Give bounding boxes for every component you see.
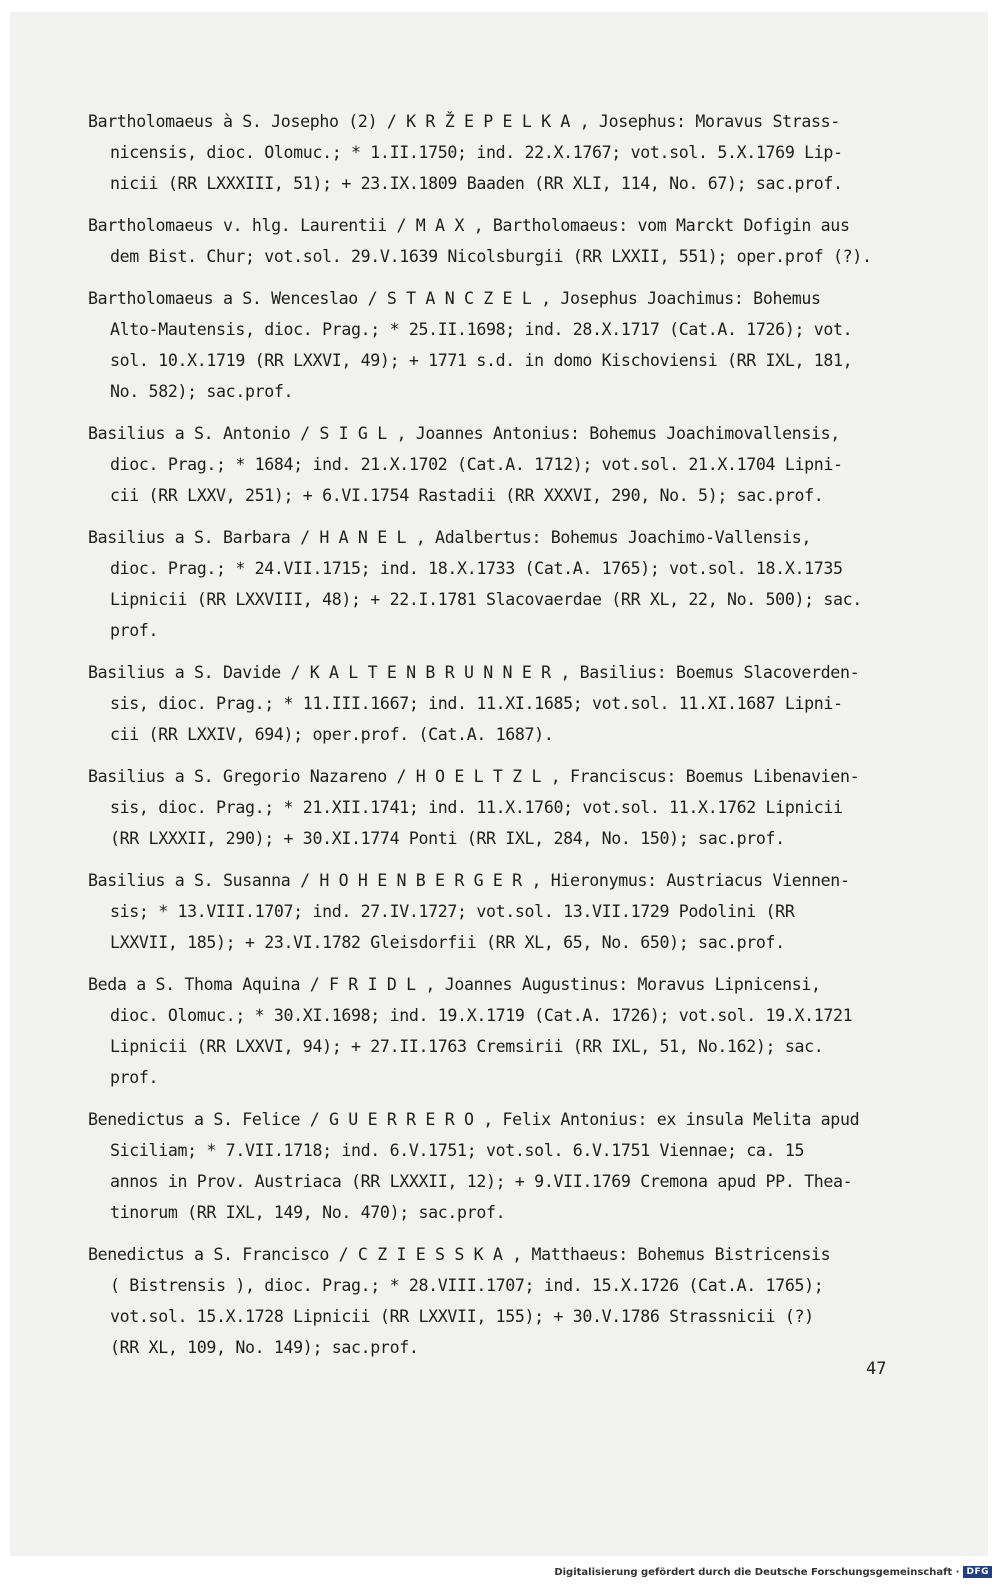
entry-line: dioc. Prag.; * 24.VII.1715; ind. 18.X.1733 (Cat.A. 1765); vot.sol. 18.X.1735 (110, 559, 843, 578)
entry-line: annos in Prov. Austriaca (RR LXXXII, 12); + 9.VII.1769 Cremona apud PP. Thea- (110, 1172, 853, 1191)
entry-line: Lipnicii (RR LXXVIII, 48); + 22.I.1781 Slacovaerdae (RR XL, 22, No. 500); sac. (110, 590, 862, 609)
register-entry (88, 1104, 923, 1228)
entry-line: cii (RR LXXIV, 694); oper.prof. (Cat.A. 1687). (110, 725, 554, 744)
entry-line: Basilius a S. Susanna / H O H E N B E R G E R , Hieronymus: Austriacus Viennen- (88, 871, 850, 890)
entry-line: Beda a S. Thoma Aquina / F R I D L , Joannes Augustinus: Moravus Lipnicensi, (88, 975, 821, 994)
entry-line: dem Bist. Chur; vot.sol. 29.V.1639 Nicolsburgii (RR LXXII, 551); oper.prof (?). (110, 247, 872, 266)
entry-line: Lipnicii (RR LXXVI, 94); + 27.II.1763 Cremsirii (RR IXL, 51, No.162); sac. (110, 1037, 824, 1056)
entry-line: dioc. Prag.; * 1684; ind. 21.X.1702 (Cat.A. 1712); vot.sol. 21.X.1704 Lipni- (110, 455, 843, 474)
register-entry (88, 1239, 923, 1363)
entry-line: ( Bistrensis ), dioc. Prag.; * 28.VIII.1707; ind. 15.X.1726 (Cat.A. 1765); (110, 1276, 824, 1295)
page-number: 47 (866, 1359, 887, 1379)
funding-footer (554, 1563, 992, 1581)
entry-line: sis; * 13.VIII.1707; ind. 27.IV.1727; vot.sol. 13.VII.1729 Podolini (RR (110, 902, 795, 921)
entry-line: Basilius a S. Barbara / H A N E L , Adalbertus: Bohemus Joachimo-Vallensis, (88, 528, 812, 547)
entry-line: prof. (110, 1068, 159, 1087)
entry-line: (RR XL, 109, No. 149); sac.prof. (110, 1338, 419, 1357)
entry-line: Alto-Mautensis, dioc. Prag.; * 25.II.1698; ind. 28.X.1717 (Cat.A. 1726); vot. (110, 320, 853, 339)
register-entry (88, 761, 923, 854)
entry-line: sis, dioc. Prag.; * 21.XII.1741; ind. 11.X.1760; vot.sol. 11.X.1762 Lipnicii (110, 798, 843, 817)
entry-line: Siciliam; * 7.VII.1718; ind. 6.V.1751; vot.sol. 6.V.1751 Viennae; ca. 15 (110, 1141, 805, 1160)
entry-line: Bartholomaeus à S. Josepho (2) / K R Ž E P E L K A , Josephus: Moravus Strass- (88, 112, 840, 131)
entry-line: LXXVII, 185); + 23.VI.1782 Gleisdorfii (RR XL, 65, No. 650); sac.prof. (110, 933, 785, 952)
register-entry (88, 106, 923, 199)
entry-line: Basilius a S. Gregorio Nazareno / H O E L T Z L , Franciscus: Boemus Libenavien- (88, 767, 860, 786)
entry-line: dioc. Olomuc.; * 30.XI.1698; ind. 19.X.1719 (Cat.A. 1726); vot.sol. 19.X.1721 (110, 1006, 853, 1025)
entry-line: nicii (RR LXXXIII, 51); + 23.IX.1809 Baaden (RR XLI, 114, No. 67); sac.prof. (110, 174, 843, 193)
entry-line: nicensis, dioc. Olomuc.; * 1.II.1750; ind. 22.X.1767; vot.sol. 5.X.1769 Lip- (110, 143, 843, 162)
register-entry (88, 210, 923, 272)
register-entry (88, 969, 923, 1093)
scanned-page (10, 12, 988, 1556)
entry-line: prof. (110, 621, 159, 640)
register-entries (88, 106, 923, 1374)
entry-line: sis, dioc. Prag.; * 11.III.1667; ind. 11.XI.1685; vot.sol. 11.XI.1687 Lipni- (110, 694, 843, 713)
register-entry (88, 865, 923, 958)
dfg-logo-icon: DFG (963, 1566, 992, 1578)
entry-line: tinorum (RR IXL, 149, No. 470); sac.prof. (110, 1203, 506, 1222)
entry-line: cii (RR LXXV, 251); + 6.VI.1754 Rastadii (RR XXXVI, 290, No. 5); sac.prof. (110, 486, 824, 505)
register-entry (88, 657, 923, 750)
footer-text: Digitalisierung gefördert durch die Deutsche Forschungsgemeinschaft · (554, 1566, 960, 1578)
entry-line: sol. 10.X.1719 (RR LXXVI, 49); + 1771 s.d. in domo Kischoviensi (RR IXL, 181, (110, 351, 853, 370)
entry-line: No. 582); sac.prof. (110, 382, 294, 401)
register-entry (88, 418, 923, 511)
entry-line: (RR LXXXII, 290); + 30.XI.1774 Ponti (RR IXL, 284, No. 150); sac.prof. (110, 829, 785, 848)
entry-line: Benedictus a S. Felice / G U E R R E R O , Felix Antonius: ex insula Melita apud (88, 1110, 860, 1129)
entry-line: Bartholomaeus v. hlg. Laurentii / M A X , Bartholomaeus: vom Marckt Dofigin aus (88, 216, 850, 235)
entry-line: Benedictus a S. Francisco / C Z I E S S K A , Matthaeus: Bohemus Bistricensis (88, 1245, 831, 1264)
entry-line: Basilius a S. Antonio / S I G L , Joannes Antonius: Bohemus Joachimovallensis, (88, 424, 840, 443)
register-entry (88, 283, 923, 407)
entry-line: vot.sol. 15.X.1728 Lipnicii (RR LXXVII, 155); + 30.V.1786 Strassnicii (?) (110, 1307, 814, 1326)
register-entry (88, 522, 923, 646)
entry-line: Basilius a S. Davide / K A L T E N B R U N N E R , Basilius: Boemus Slacoverden- (88, 663, 860, 682)
entry-line: Bartholomaeus a S. Wenceslao / S T A N C Z E L , Josephus Joachimus: Bohemus (88, 289, 821, 308)
